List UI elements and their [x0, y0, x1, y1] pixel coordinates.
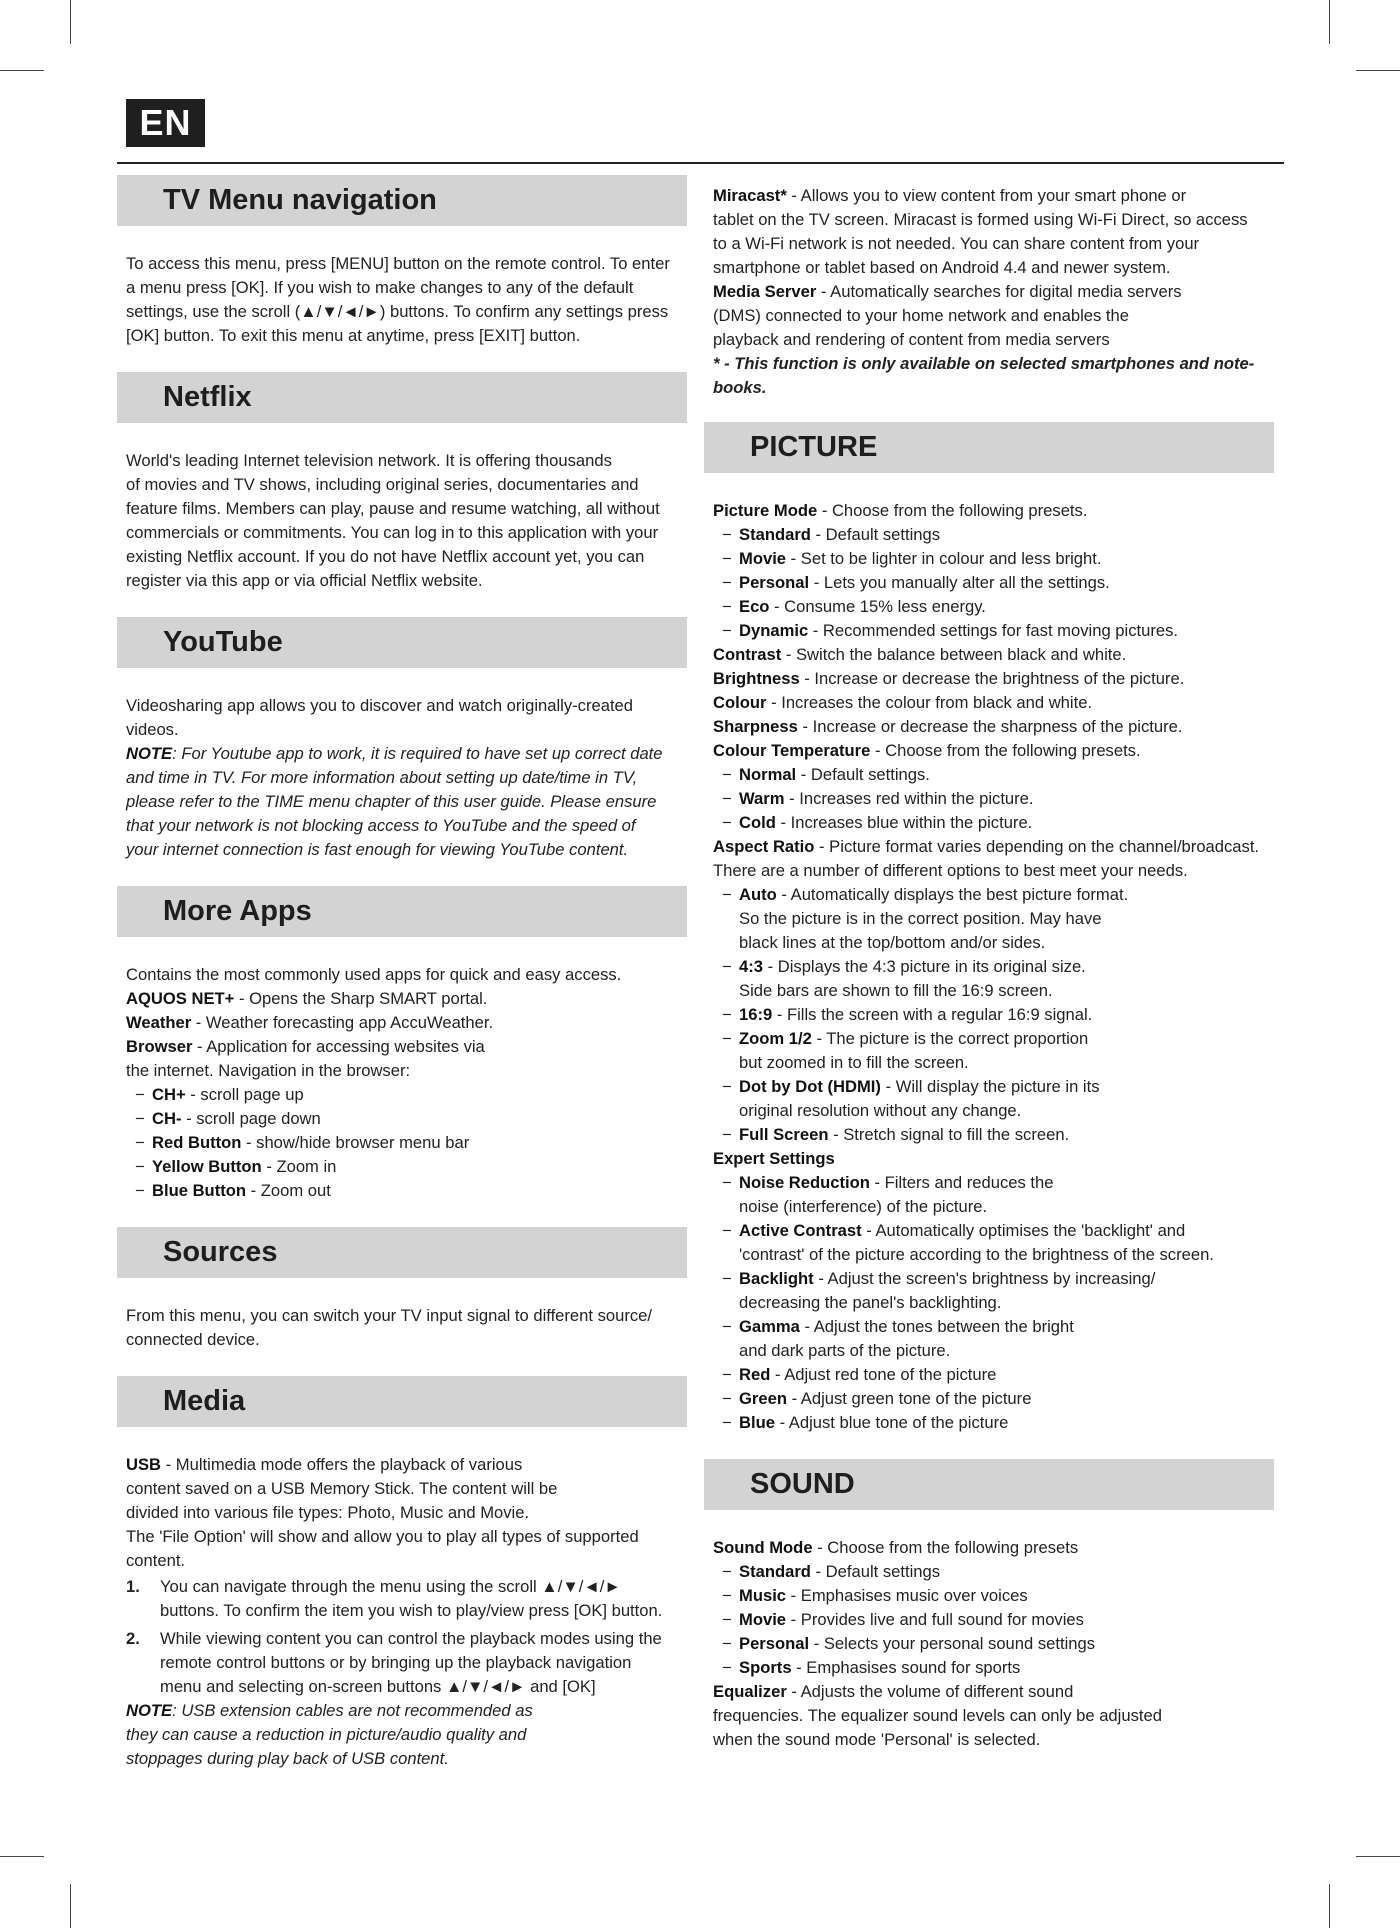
text: - Opens the Sharp SMART portal.: [234, 989, 488, 1008]
section-title: Netflix: [117, 372, 687, 423]
crop-mark: [0, 70, 44, 71]
list-item: [713, 787, 1266, 811]
list-item: [713, 571, 1266, 595]
section-title: TV Menu navigation: [117, 175, 687, 226]
text: - Choose from the following presets: [812, 1538, 1079, 1557]
numbered-step: [126, 1627, 679, 1699]
text-line: your internet connection is fast enough for viewing YouTube content.: [126, 840, 629, 859]
list-item: [713, 1363, 1266, 1387]
term: AQUOS NET+: [126, 989, 235, 1008]
text-line: (DMS) connected to your home network and enables the: [713, 306, 1129, 325]
term: Media Server: [713, 282, 817, 301]
step-text: [160, 1575, 679, 1623]
text: - Adjusts the volume of different sound: [786, 1682, 1074, 1701]
term: Sharpness: [713, 717, 798, 736]
text-line: Contains the most commonly used apps for quick and easy access.: [126, 965, 622, 984]
text: - Recommended settings for fast moving pictures.: [808, 621, 1178, 640]
text-line: [OK] button. To exit this menu at anytime, press [EXIT] button.: [126, 326, 581, 345]
term: 4:3: [739, 957, 763, 976]
text-line: [713, 1536, 1266, 1560]
text-line: please refer to the TIME menu chapter of this user guide. Please ensure: [126, 792, 657, 811]
text-line: commercials or commitments. You can log in to this application with your: [126, 523, 659, 542]
text-line: While viewing content you can control the playback modes using the: [160, 1629, 662, 1648]
text: - Adjust the tones between the bright: [799, 1317, 1074, 1336]
term: Contrast: [713, 645, 782, 664]
text-line: and time in TV. For more information about setting up date/time in TV,: [126, 768, 638, 787]
text-line: the internet. Navigation in the browser:: [126, 1061, 411, 1080]
term: Active Contrast: [739, 1221, 862, 1240]
list-item: [713, 1560, 1266, 1584]
text-line: [713, 1147, 1266, 1171]
footnote: [713, 352, 1266, 376]
text-line: existing Netflix account. If you do not have Netflix account yet, you can: [126, 547, 645, 566]
section-body: [704, 473, 1274, 1435]
text: - Switch the balance between black and white.: [781, 645, 1127, 664]
text: - Adjust the screen's brightness by increasing/: [813, 1269, 1156, 1288]
list-item: [713, 1387, 1266, 1411]
term: Music: [739, 1586, 787, 1605]
text: - Fills the screen with a regular 16:9 signal.: [772, 1005, 1093, 1024]
text-line: [713, 184, 1266, 208]
list-item: [126, 1107, 679, 1131]
list-item: [713, 1267, 1266, 1291]
step-number: 1.: [126, 1577, 140, 1596]
term: Yellow Button: [152, 1157, 262, 1176]
list-item: [713, 763, 1266, 787]
list-item: [713, 1027, 1266, 1051]
term: Eco: [739, 597, 770, 616]
text-line: playback and rendering of content from media servers: [713, 330, 1110, 349]
text-line: register via this app or via official Netflix website.: [126, 571, 483, 590]
text-line: The 'File Option' will show and allow you to play all types of supported: [126, 1527, 639, 1546]
crop-mark: [1329, 1884, 1330, 1928]
text: - Increase or decrease the brightness of the picture.: [799, 669, 1185, 688]
text-line: feature films. Members can play, pause and resume watching, all without: [126, 499, 660, 518]
text: - Zoom out: [246, 1181, 331, 1200]
term: Picture Mode: [713, 501, 818, 520]
section-sound: [704, 1459, 1274, 1752]
right-column: [704, 175, 1274, 1774]
text: - Multimedia mode offers the playback of various: [161, 1455, 523, 1474]
text-line: [713, 691, 1266, 715]
term: Movie: [739, 549, 787, 568]
text: - Increase or decrease the sharpness of the picture.: [797, 717, 1183, 736]
text-line: videos.: [126, 720, 179, 739]
section-body: [117, 1427, 687, 1771]
list-item: [713, 1632, 1266, 1656]
text-line: black lines at the top/bottom and/or sides.: [739, 933, 1046, 952]
text-line: of movies and TV shows, including original series, documentaries and: [126, 475, 639, 494]
term: Miracast*: [713, 186, 787, 205]
text: - Choose from the following presets.: [870, 741, 1141, 760]
text: - Set to be lighter in colour and less bright.: [786, 549, 1102, 568]
text: - Filters and reduces the: [869, 1173, 1054, 1192]
text: - Default settings: [810, 525, 941, 544]
term: Blue Button: [152, 1181, 247, 1200]
text: - Adjust blue tone of the picture: [774, 1413, 1009, 1432]
text: - Provides live and full sound for movies: [786, 1610, 1084, 1629]
section-netflix: [117, 372, 687, 593]
left-column: [117, 175, 687, 1793]
text-line: 'contrast' of the picture according to the brightness of the screen.: [739, 1245, 1214, 1264]
term: 16:9: [739, 1005, 773, 1024]
text-line: [713, 667, 1266, 691]
section-title: PICTURE: [704, 422, 1274, 473]
list-item: [126, 1131, 679, 1155]
text-line: To access this menu, press [MENU] button on the remote control. To enter: [126, 254, 670, 273]
list-item: [126, 1083, 679, 1107]
text-line: [713, 739, 1266, 763]
text-line: [713, 715, 1266, 739]
list-item: [713, 523, 1266, 547]
text-line: There are a number of different options to best meet your needs.: [713, 861, 1188, 880]
text: - Will display the picture in its: [880, 1077, 1100, 1096]
text-line: original resolution without any change.: [739, 1101, 1022, 1120]
text-line: From this menu, you can switch your TV input signal to different source/: [126, 1306, 653, 1325]
text: - Increases blue within the picture.: [775, 813, 1033, 832]
list-item: [713, 1219, 1266, 1243]
text-line: [713, 1680, 1266, 1704]
text: - Adjust green tone of the picture: [786, 1389, 1032, 1408]
text-line: [713, 835, 1266, 859]
term: Warm: [739, 789, 785, 808]
term: Zoom 1/2: [739, 1029, 812, 1048]
text: - Consume 15% less energy.: [769, 597, 986, 616]
section-body: [704, 1510, 1274, 1752]
section-body: [117, 226, 687, 348]
list-item: [126, 1155, 679, 1179]
list-item: [713, 1411, 1266, 1435]
text: - Application for accessing websites via: [192, 1037, 485, 1056]
section-body: [117, 937, 687, 1203]
text-line: [713, 643, 1266, 667]
section-title: YouTube: [117, 617, 687, 668]
crop-mark: [1356, 70, 1400, 71]
text: - Choose from the following presets.: [817, 501, 1088, 520]
text: - Emphasises sound for sports: [791, 1658, 1021, 1677]
text-line: tablet on the TV screen. Miracast is formed using Wi-Fi Direct, so access: [713, 210, 1248, 229]
text-line: content saved on a USB Memory Stick. The content will be: [126, 1479, 558, 1498]
section-picture: [704, 422, 1274, 1435]
text: - The picture is the correct proportion: [811, 1029, 1089, 1048]
term: Noise Reduction: [739, 1173, 870, 1192]
text: - Picture format varies depending on the channel/broadcast.: [814, 837, 1260, 856]
term: Browser: [126, 1037, 193, 1056]
term: Equalizer: [713, 1682, 787, 1701]
text: - Stretch signal to fill the screen.: [828, 1125, 1070, 1144]
text-line: and dark parts of the picture.: [739, 1341, 951, 1360]
text: - Automatically searches for digital media servers: [816, 282, 1182, 301]
text: - Automatically optimises the 'backlight' and: [861, 1221, 1186, 1240]
list-item: [713, 1171, 1266, 1195]
text: : USB extension cables are not recommended as: [172, 1701, 533, 1720]
term: Standard: [739, 1562, 811, 1581]
list-item: [713, 1584, 1266, 1608]
text: - Allows you to view content from your smart phone or: [786, 186, 1187, 205]
note: [126, 1699, 679, 1723]
text: - scroll page up: [185, 1085, 304, 1104]
text-line: but zoomed in to fill the screen.: [739, 1053, 969, 1072]
text-line: frequencies. The equalizer sound levels can only be adjusted: [713, 1706, 1162, 1725]
term: Colour Temperature: [713, 741, 871, 760]
text-line: World's leading Internet television network. It is offering thousands: [126, 451, 612, 470]
text-line: buttons. To confirm the item you wish to play/view press [OK] button.: [160, 1601, 663, 1620]
term: Weather: [126, 1013, 192, 1032]
text: - Default settings: [810, 1562, 941, 1581]
text-line: Videosharing app allows you to discover and watch originally-created: [126, 696, 634, 715]
list-item: [713, 1003, 1266, 1027]
language-badge: EN: [126, 99, 205, 147]
text-line: a menu press [OK]. If you wish to make changes to any of the default: [126, 278, 634, 297]
section-media: [117, 1376, 687, 1771]
section-tv-menu: [117, 175, 687, 348]
note-label: NOTE: [126, 744, 173, 763]
section-more-apps: [117, 886, 687, 1203]
text-line: : For Youtube app to work, it is required to have set up correct date: [172, 744, 663, 763]
list-item: [713, 619, 1266, 643]
text-line: connected device.: [126, 1330, 260, 1349]
list-item: [713, 1656, 1266, 1680]
text: * - This function is only available on selected smartphones and note-: [713, 354, 1255, 373]
section-title: Media: [117, 1376, 687, 1427]
text-line: [126, 1011, 679, 1035]
term: Green: [739, 1389, 787, 1408]
text: - Selects your personal sound settings: [809, 1634, 1096, 1653]
text-line: [126, 1453, 679, 1477]
term: Expert Settings: [713, 1149, 835, 1168]
text: - Automatically displays the best picture format.: [776, 885, 1129, 904]
section-title: Sources: [117, 1227, 687, 1278]
text: - Zoom in: [261, 1157, 337, 1176]
text: - scroll page down: [181, 1109, 321, 1128]
term: Movie: [739, 1610, 787, 1629]
step-number: 2.: [126, 1629, 140, 1648]
list-item: [713, 547, 1266, 571]
list-item: [713, 1123, 1266, 1147]
text-line: content.: [126, 1551, 186, 1570]
crop-mark: [1356, 1856, 1400, 1857]
text-line: [713, 280, 1266, 304]
list-item: [713, 883, 1266, 907]
text-line: when the sound mode 'Personal' is selected.: [713, 1730, 1041, 1749]
term: Sports: [739, 1658, 792, 1677]
smart-features: [704, 175, 1274, 400]
text-line: Side bars are shown to fill the 16:9 screen.: [739, 981, 1053, 1000]
text-line: So the picture is in the correct position. May have: [739, 909, 1102, 928]
term: Colour: [713, 693, 767, 712]
header-rule: [117, 162, 1284, 164]
crop-mark: [70, 1884, 71, 1928]
list-item: [713, 1315, 1266, 1339]
term: Aspect Ratio: [713, 837, 815, 856]
numbered-step: [126, 1575, 679, 1623]
text-line: You can navigate through the menu using the scroll ▲/▼/◄/►: [160, 1577, 621, 1596]
text: - Increases red within the picture.: [784, 789, 1034, 808]
term: Full Screen: [739, 1125, 829, 1144]
term: Personal: [739, 1634, 810, 1653]
crop-mark: [0, 1856, 44, 1857]
section-title: SOUND: [704, 1459, 1274, 1510]
term: Normal: [739, 765, 797, 784]
text: - Emphasises music over voices: [786, 1586, 1028, 1605]
section-body: [117, 668, 687, 862]
term: Dynamic: [739, 621, 809, 640]
text-line: they can cause a reduction in picture/audio quality and: [126, 1725, 527, 1744]
term: CH+: [152, 1085, 186, 1104]
term: Cold: [739, 813, 776, 832]
text-line: [126, 1035, 679, 1059]
list-item: [713, 811, 1266, 835]
term: USB: [126, 1455, 162, 1474]
text-line: smartphone or tablet based on Android 4.4 and newer system.: [713, 258, 1171, 277]
term: Auto: [739, 885, 777, 904]
text: - show/hide browser menu bar: [241, 1133, 470, 1152]
text: - Weather forecasting app AccuWeather.: [191, 1013, 494, 1032]
text: - Increases the colour from black and white.: [766, 693, 1093, 712]
section-body: [117, 1278, 687, 1352]
text: - Adjust red tone of the picture: [770, 1365, 997, 1384]
term: Sound Mode: [713, 1538, 813, 1557]
text: - Lets you manually alter all the settings.: [809, 573, 1110, 592]
term: Brightness: [713, 669, 800, 688]
section-body: [117, 423, 687, 593]
text-line: [126, 987, 679, 1011]
section-youtube: [117, 617, 687, 862]
term: Red: [739, 1365, 771, 1384]
text: - Default settings.: [796, 765, 930, 784]
text-line: stoppages during play back of USB content.: [126, 1749, 449, 1768]
term: Gamma: [739, 1317, 800, 1336]
text-line: noise (interference) of the picture.: [739, 1197, 988, 1216]
text-line: decreasing the panel's backlighting.: [739, 1293, 1002, 1312]
note: [126, 742, 679, 766]
term: Standard: [739, 525, 811, 544]
list-item: [713, 955, 1266, 979]
text-line: settings, use the scroll (▲/▼/◄/►) buttons. To confirm any settings press: [126, 302, 669, 321]
text: - Displays the 4:3 picture in its original size.: [762, 957, 1086, 976]
text-line: that your network is not blocking access to YouTube and the speed of: [126, 816, 636, 835]
term: Blue: [739, 1413, 775, 1432]
text-line: to a Wi-Fi network is not needed. You can share content from your: [713, 234, 1200, 253]
crop-mark: [1329, 0, 1330, 44]
step-text: [160, 1627, 679, 1699]
crop-mark: [70, 0, 71, 44]
list-item: [713, 1608, 1266, 1632]
list-item: [126, 1179, 679, 1203]
term: Red Button: [152, 1133, 242, 1152]
section-title: More Apps: [117, 886, 687, 937]
term: Backlight: [739, 1269, 814, 1288]
list-item: [713, 595, 1266, 619]
text-line: [713, 499, 1266, 523]
section-sources: [117, 1227, 687, 1352]
list-item: [713, 1075, 1266, 1099]
text-line: remote control buttons or by bringing up the playback navigation: [160, 1653, 632, 1672]
term: Personal: [739, 573, 810, 592]
term: Dot by Dot (HDMI): [739, 1077, 881, 1096]
text-line: divided into various file types: Photo, Music and Movie.: [126, 1503, 530, 1522]
text-line: menu and selecting on-screen buttons ▲/▼/◄/► and [OK]: [160, 1677, 596, 1696]
term: CH-: [152, 1109, 182, 1128]
footnote-line: books.: [713, 378, 767, 397]
note-label: NOTE: [126, 1701, 173, 1720]
